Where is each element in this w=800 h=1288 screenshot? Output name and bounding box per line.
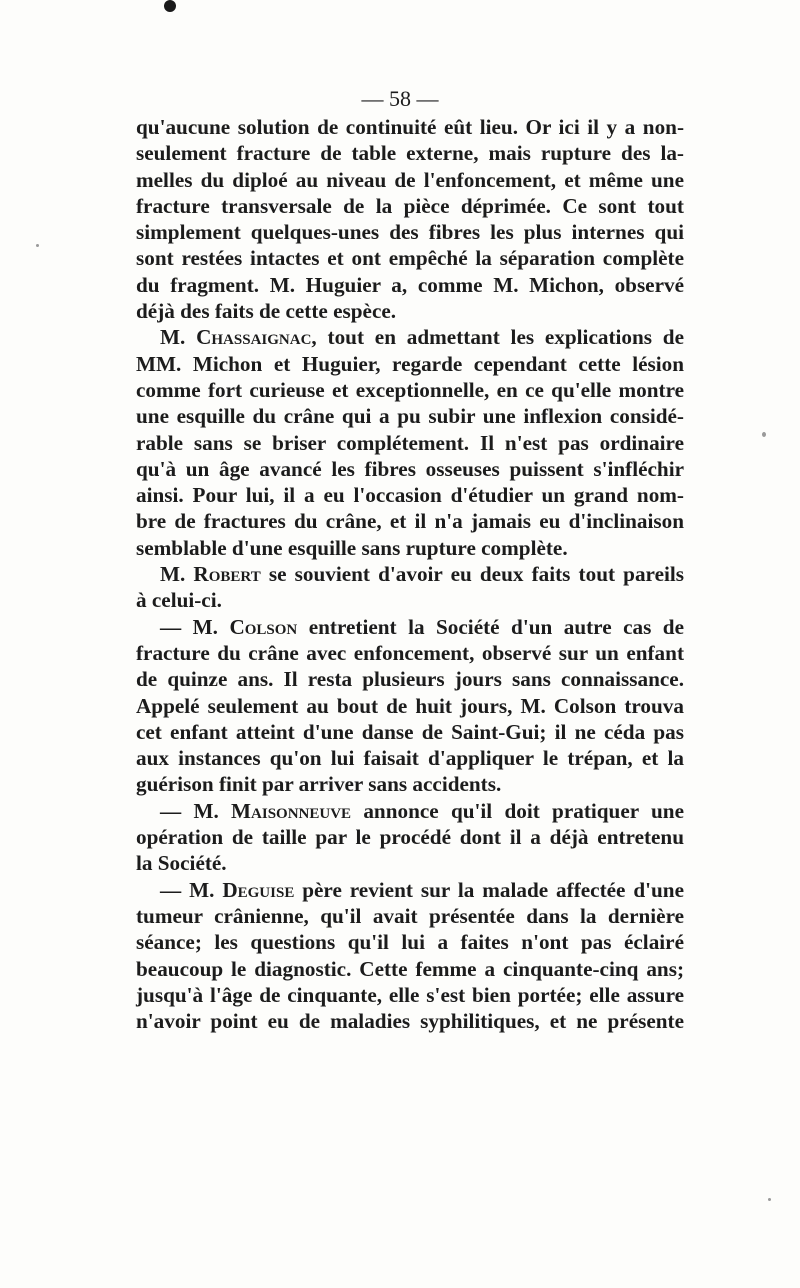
- paper-speck: [762, 432, 766, 437]
- speaker-name: Chassaignac: [196, 325, 312, 350]
- text-line: à celui-ci.: [136, 588, 222, 613]
- line-rest: annonce qu'il doit pratiquer une: [351, 798, 684, 823]
- speaker-name: Robert: [193, 562, 261, 587]
- speaker-prefix: — M.: [160, 798, 232, 823]
- text-line: une esquille du crâne qui a pu subir une inflexion considé-: [136, 404, 684, 429]
- paragraph: [136, 114, 684, 324]
- speaker-prefix: M.: [160, 325, 197, 350]
- text-line: comme fort curieuse et exceptionnelle, en ce qu'elle montre: [136, 377, 684, 402]
- speaker-prefix: — M.: [160, 877, 223, 902]
- text-line: séance; les questions qu'il lui a faites n'ont pas éclairé: [136, 930, 684, 955]
- text-line: ainsi. Pour lui, il a eu l'occasion d'étudier un grand nom-: [136, 483, 684, 508]
- text-line: cet enfant atteint d'une danse de Saint-Gui; il ne céda pas: [136, 719, 684, 744]
- paper-speck: [768, 1198, 771, 1201]
- text-line: [136, 877, 684, 903]
- text-line: sont restées intactes et ont empêché la séparation complète: [136, 246, 684, 271]
- text-line: melles du diploé au niveau de l'enfoncement, et même une: [136, 167, 684, 192]
- text-line: rable sans se briser complétement. Il n'est pas ordinaire: [136, 430, 684, 455]
- text-line: [136, 324, 684, 350]
- text-line: MM. Michon et Huguier, regarde cependant cette lésion: [136, 351, 684, 376]
- speaker-name: Deguise: [222, 877, 295, 902]
- text-line: beaucoup le diagnostic. Cette femme a cinquante-cinq ans;: [136, 956, 684, 981]
- line-rest: entretient la Société d'un autre cas de: [297, 614, 684, 639]
- text-line: n'avoir point eu de maladies syphilitiques, et ne présente: [136, 1009, 684, 1034]
- paragraph: [136, 798, 684, 877]
- text-line: la Société.: [136, 851, 227, 876]
- ink-dot-mark: [164, 0, 176, 12]
- text-line: bre de fractures du crâne, et il n'a jamais eu d'inclinaison: [136, 509, 684, 534]
- line-rest: , tout en admettant les explications de: [311, 325, 684, 350]
- text-line: Appelé seulement au bout de huit jours, M. Colson trouva: [136, 693, 684, 718]
- text-line: aux instances qu'on lui faisait d'appliquer le trépan, et la: [136, 746, 684, 771]
- text-line: [136, 614, 684, 640]
- text-line: déjà des faits de cette espèce.: [136, 299, 397, 324]
- text-line: opération de taille par le procédé dont il a déjà entretenu: [136, 825, 684, 850]
- speaker-prefix: M.: [160, 562, 194, 587]
- text-line: fracture du crâne avec enfoncement, observé sur un enfant: [136, 640, 684, 665]
- body-text: [136, 114, 684, 1034]
- line-rest: père revient sur la malade affectée d'une: [294, 877, 684, 902]
- speaker-prefix: — M.: [160, 614, 230, 639]
- text-line: de quinze ans. Il resta plusieurs jours sans connaissance.: [136, 667, 684, 692]
- line-rest: se souvient d'avoir eu deux faits tout pareils: [260, 562, 684, 587]
- text-line: fracture transversale de la pièce déprimée. Ce sont tout: [136, 193, 684, 218]
- paragraph: [136, 324, 684, 561]
- paragraph: [136, 561, 684, 614]
- text-line: du fragment. M. Huguier a, comme M. Michon, observé: [136, 272, 684, 297]
- text-line: qu'à un âge avancé les fibres osseuses puissent s'infléchir: [136, 456, 684, 481]
- text-line: [136, 798, 684, 824]
- page-number: — 58 —: [361, 86, 439, 111]
- paragraph: [136, 877, 684, 1035]
- text-line: qu'aucune solution de continuité eût lieu. Or ici il y a non-: [136, 115, 684, 139]
- speaker-name: Maisonneuve: [231, 798, 352, 823]
- text-line: guérison finit par arriver sans accidents.: [136, 772, 502, 797]
- paper-speck: [36, 244, 39, 247]
- speaker-name: Colson: [229, 614, 298, 639]
- text-line: semblable d'une esquille sans rupture complète.: [136, 535, 568, 560]
- text-line: tumeur crânienne, qu'il avait présentée dans la dernière: [136, 903, 684, 928]
- text-line: seulement fracture de table externe, mais rupture des la-: [136, 141, 684, 166]
- text-line: simplement quelques-unes des fibres les plus internes qui: [136, 220, 684, 245]
- text-line: jusqu'à l'âge de cinquante, elle s'est bien portée; elle assure: [136, 982, 684, 1007]
- text-line: [136, 561, 684, 587]
- paragraph: [136, 614, 684, 798]
